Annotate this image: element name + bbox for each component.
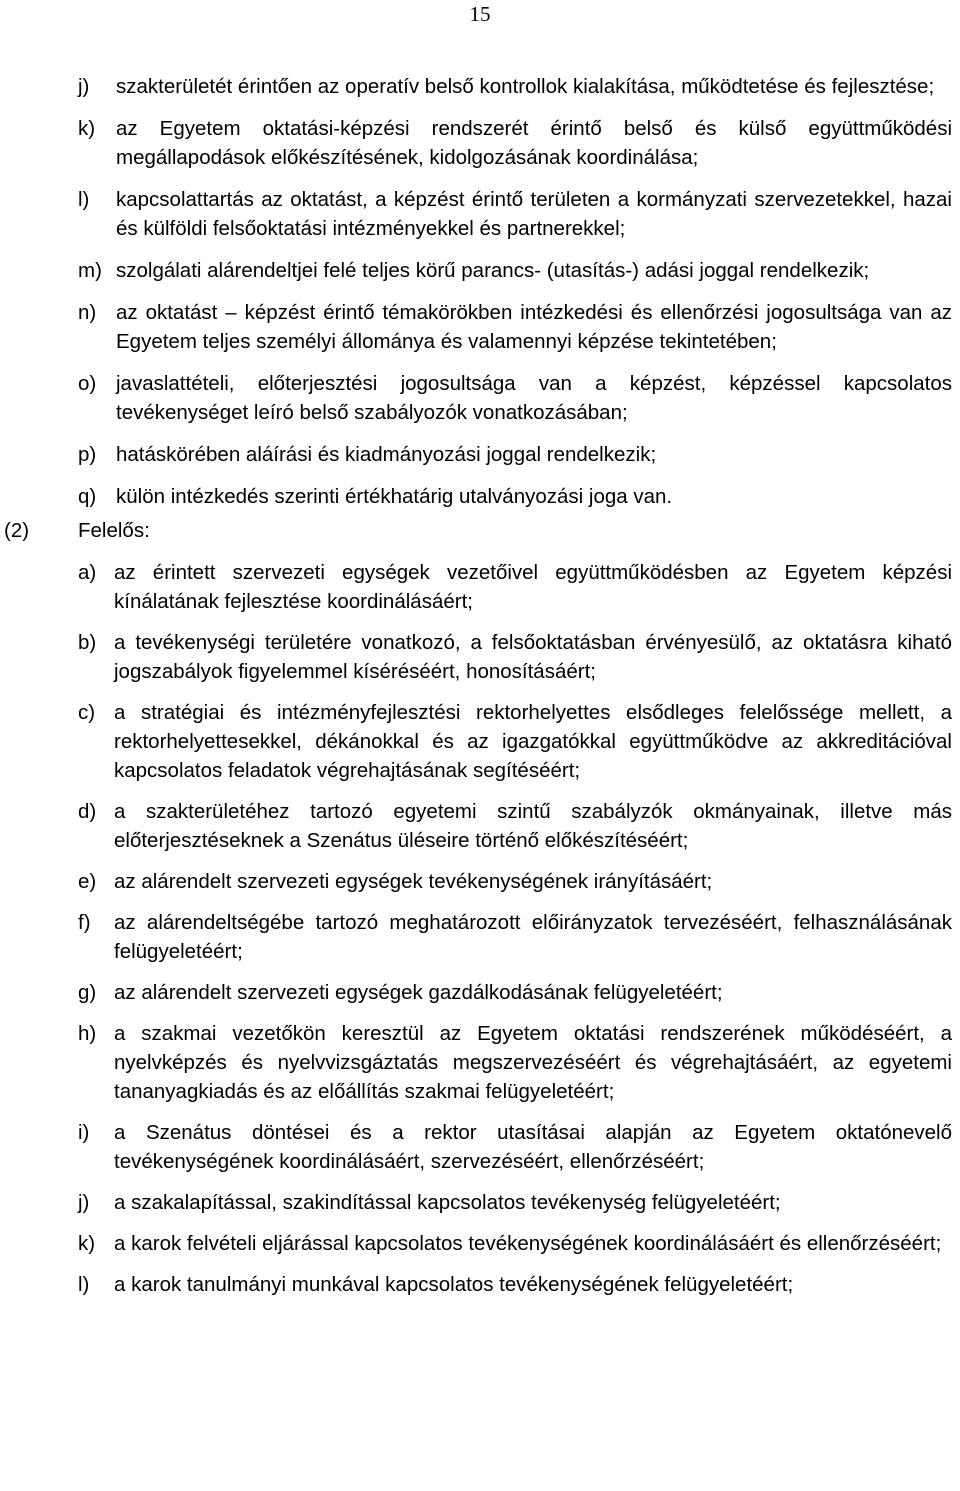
responsibilities-list: [0, 558, 960, 1299]
list-item: [0, 482, 960, 511]
list-item: [0, 978, 960, 1007]
item-text: kapcsolattartás az oktatást, a képzést érintő területen a kormányzati szervezetekkel, hazai és külföldi felsőoktatási intézményekkel és partnerekkel;: [116, 188, 952, 240]
item-text: a szakterületéhez tartozó egyetemi szintű szabályzók okmányainak, illetve más előterjesztéseknek a Szenátus üléseire történő előkészítéséért;: [114, 800, 952, 852]
section-label: Felelős:: [78, 519, 150, 542]
list-item: [0, 908, 960, 966]
item-text: a szakmai vezetőkön keresztül az Egyetem oktatási rendszerének működéséért, a nyelvképzés és nyelvvizsgáztatás megszervezéséért és végrehajtásáért, az egyetemi tananyagkiadás és az előállítás szakmai felügyeletéért;: [114, 1022, 952, 1103]
item-text: a karok tanulmányi munkával kapcsolatos tevékenységének felügyeletéért;: [114, 1273, 794, 1296]
item-text: az Egyetem oktatási-képzési rendszerét érintő belső és külső együttműködési megállapodások előkészítésének, kidolgozásának koordinálása;: [116, 117, 952, 169]
list-item: [0, 797, 960, 855]
item-text: szolgálati alárendeltjei felé teljes körű parancs- (utasítás-) adási joggal rendelkezik;: [116, 259, 870, 282]
list-item: [0, 1270, 960, 1299]
list-item: [0, 1019, 960, 1106]
item-text: az oktatást – képzést érintő témakörökben intézkedési és ellenőrzési jogosultsága van az Egyetem teljes személyi állománya és valamennyi képzése tekintetében;: [116, 301, 952, 353]
item-marker: e): [78, 870, 97, 893]
item-marker: i): [78, 1121, 90, 1144]
item-text: külön intézkedés szerinti értékhatárig utalványozási joga van.: [116, 485, 673, 508]
item-text: az érintett szervezeti egységek vezetőivel együttműködésben az Egyetem képzési kínálatának fejlesztése koordinálásáért;: [114, 561, 952, 613]
item-marker: l): [78, 188, 90, 211]
item-text: a szakalapítással, szakindítással kapcsolatos tevékenység felügyeletéért;: [114, 1191, 781, 1214]
section-number: (2): [4, 519, 30, 542]
list-item: [0, 698, 960, 785]
item-marker: m): [78, 259, 102, 282]
item-text: szakterületét érintően az operatív belső kontrollok kialakítása, működtetése és fejlesztése;: [116, 75, 935, 98]
item-marker: o): [78, 372, 97, 395]
item-marker: p): [78, 443, 97, 466]
item-text: a karok felvételi eljárással kapcsolatos tevékenységének koordinálásáért és ellenőrzéséért;: [114, 1232, 942, 1255]
item-marker: j): [78, 75, 90, 98]
list-item: [0, 558, 960, 616]
item-text: a stratégiai és intézményfejlesztési rektorhelyettes elsődleges felelőssége mellett, a rektorhelyettesekkel, dékánokkal és az igazgatókkal együttműködve az akkreditációval kapcsolatos feladatok végrehajtásának segítéséért;: [114, 701, 952, 782]
item-marker: d): [78, 800, 97, 823]
item-marker: l): [78, 1273, 90, 1296]
item-marker: f): [78, 911, 91, 934]
item-marker: j): [78, 1191, 90, 1214]
list-item: [0, 628, 960, 686]
item-marker: b): [78, 631, 97, 654]
list-item: [0, 114, 960, 172]
list-item: [0, 298, 960, 356]
list-item: [0, 440, 960, 469]
item-marker: n): [78, 301, 97, 324]
list-item: [0, 256, 960, 285]
list-item: [0, 1118, 960, 1176]
list-item: [0, 1229, 960, 1258]
item-marker: g): [78, 981, 97, 1004]
list-item: [0, 72, 960, 101]
section-heading: [0, 516, 960, 545]
list-item: [0, 369, 960, 427]
document-body: [0, 72, 960, 1311]
item-marker: k): [78, 1232, 96, 1255]
item-marker: k): [78, 117, 96, 140]
item-marker: h): [78, 1022, 97, 1045]
item-text: a Szenátus döntései és a rektor utasításai alapján az Egyetem oktatónevelő tevékenységének koordinálásáért, szervezéséért, ellenőrzéséért;: [114, 1121, 952, 1173]
page-number: 15: [469, 2, 491, 26]
item-marker: q): [78, 485, 97, 508]
item-text: az alárendelt szervezeti egységek tevékenységének irányításáért;: [114, 870, 713, 893]
list-item: [0, 867, 960, 896]
item-marker: c): [78, 701, 96, 724]
item-text: hatáskörében aláírási és kiadmányozási joggal rendelkezik;: [116, 443, 657, 466]
item-text: a tevékenységi területére vonatkozó, a felsőoktatásban érvényesülő, az oktatásra kiható jogszabályok figyelemmel kíséréséért, honosításáért;: [114, 631, 952, 683]
list-item: [0, 185, 960, 243]
item-text: javaslattételi, előterjesztési jogosultsága van a képzést, képzéssel kapcsolatos tevékenységet leíró belső szabályozók vonatkozásában;: [116, 372, 952, 424]
item-marker: a): [78, 561, 97, 584]
list-item: [0, 1188, 960, 1217]
item-text: az alárendelt szervezeti egységek gazdálkodásának felügyeletéért;: [114, 981, 723, 1004]
duties-list: [0, 72, 960, 511]
item-text: az alárendeltségébe tartozó meghatározott előirányzatok tervezéséért, felhasználásának felügyeletéért;: [114, 911, 952, 963]
